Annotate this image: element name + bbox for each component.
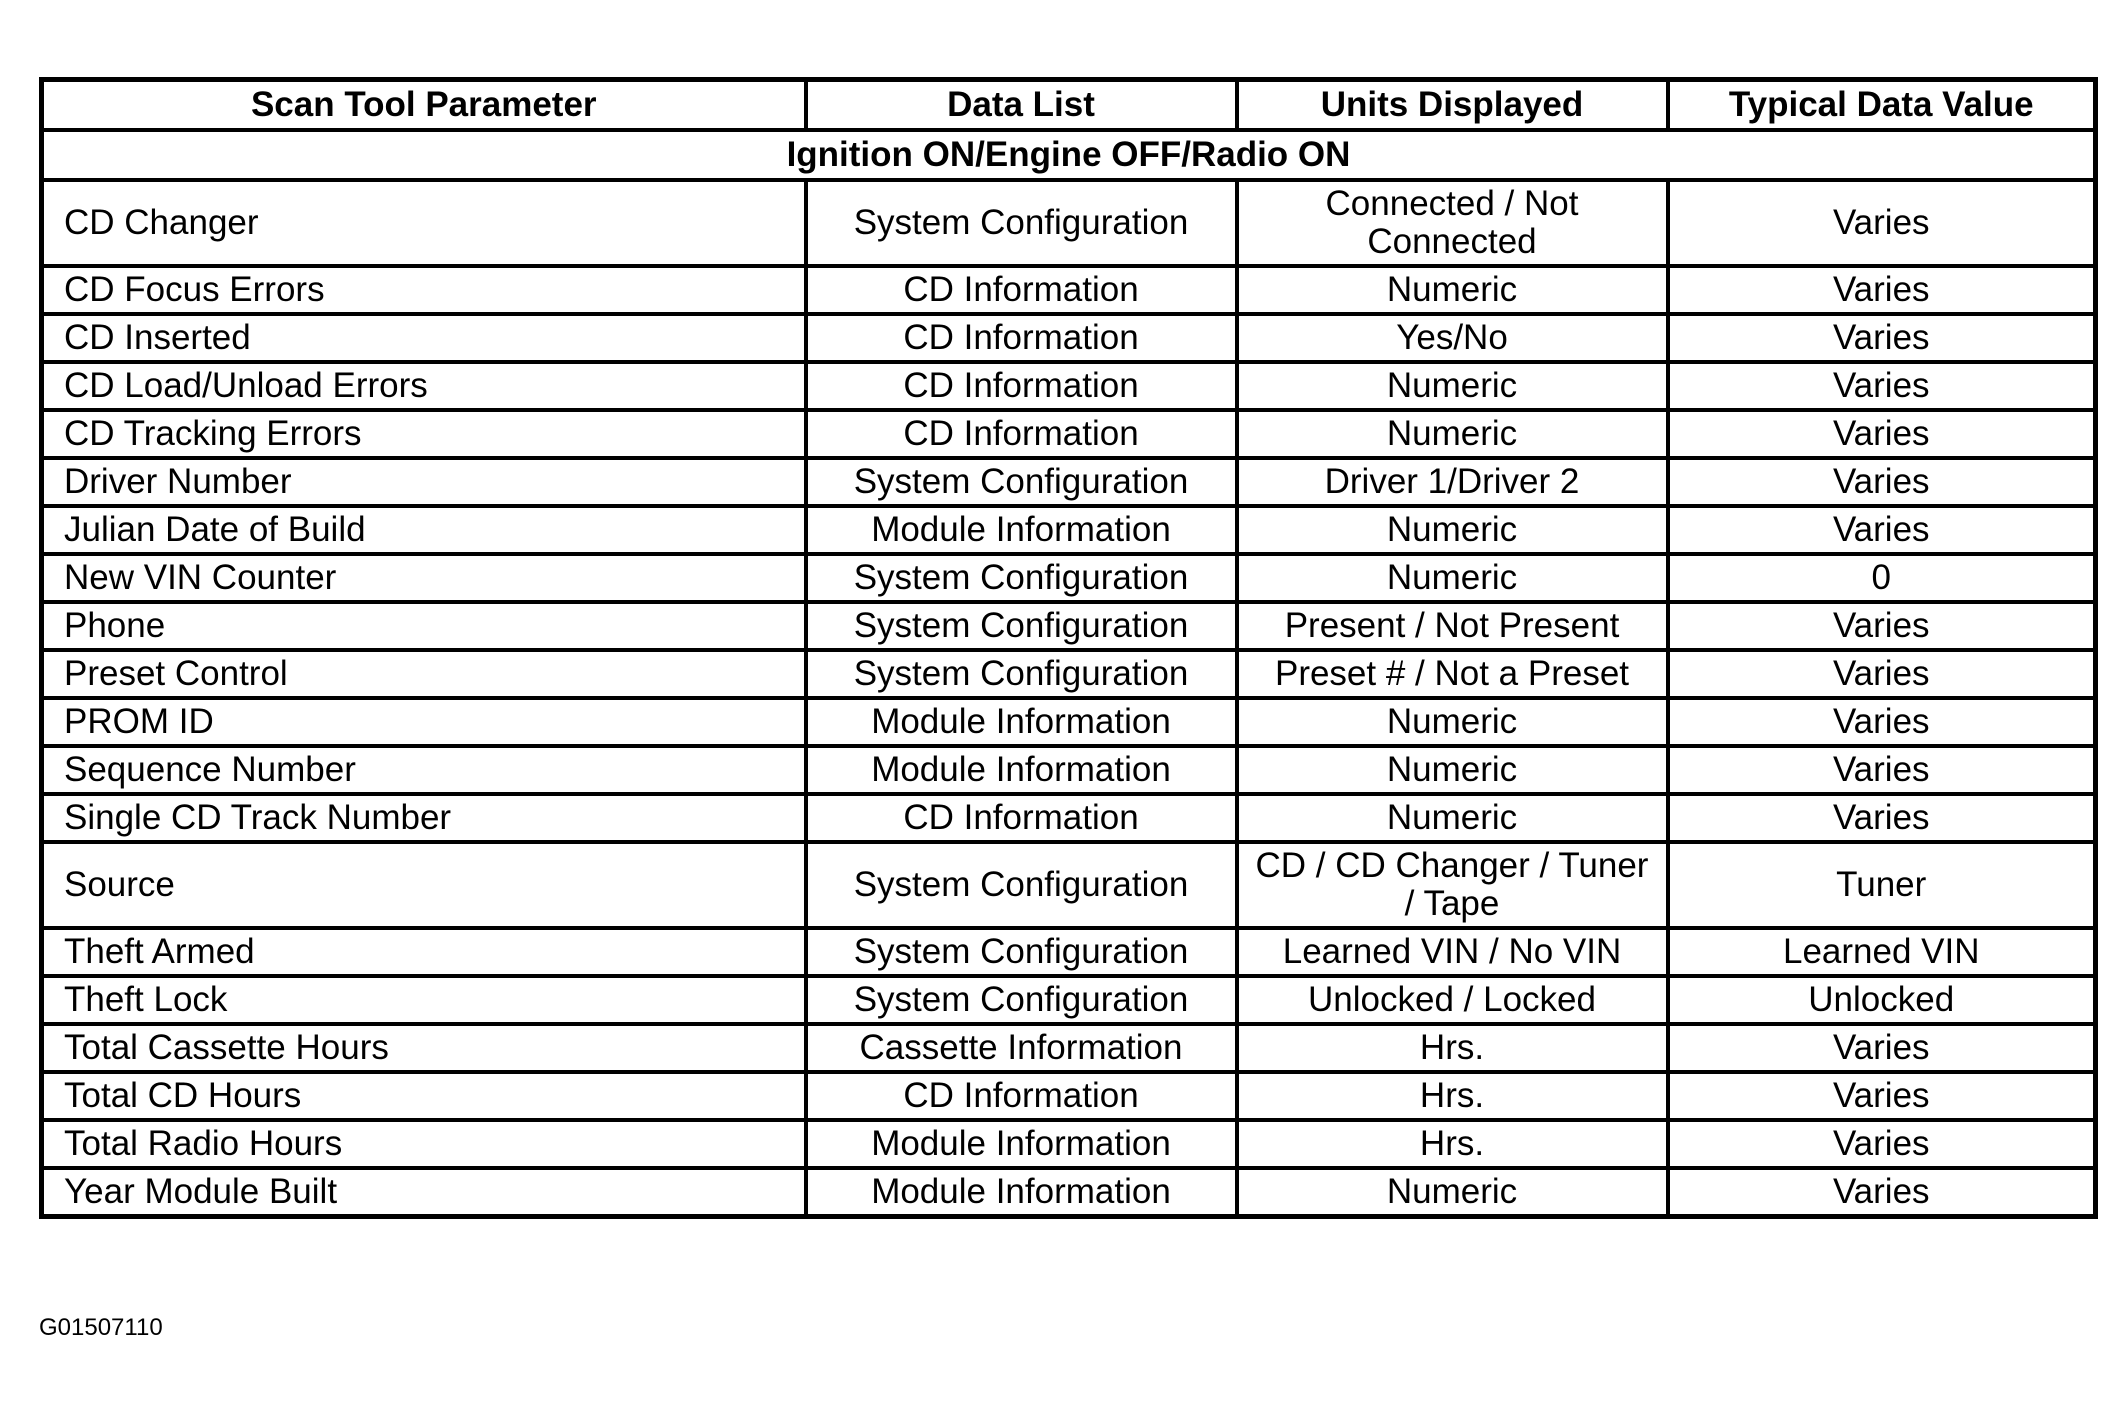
table-row — [42, 928, 2096, 976]
cell-parameter: Julian Date of Build — [42, 506, 806, 554]
cell-data-list: CD Information — [806, 266, 1237, 314]
cell-data-list: CD Information — [806, 314, 1237, 362]
cell-units: Numeric — [1237, 266, 1668, 314]
cell-data-list: CD Information — [806, 362, 1237, 410]
cell-units: Yes/No — [1237, 314, 1668, 362]
cell-units: Numeric — [1237, 1168, 1668, 1217]
cell-data-list: System Configuration — [806, 842, 1237, 928]
cell-data-list: CD Information — [806, 1072, 1237, 1120]
cell-typical-value: Varies — [1668, 180, 2096, 266]
cell-data-list: Module Information — [806, 506, 1237, 554]
cell-units: Preset # / Not a Preset — [1237, 650, 1668, 698]
table-row — [42, 180, 2096, 266]
section-title: Ignition ON/Engine OFF/Radio ON — [42, 130, 2096, 180]
cell-units: Numeric — [1237, 410, 1668, 458]
cell-parameter: Total Radio Hours — [42, 1120, 806, 1168]
figure-id: G01507110 — [39, 1314, 163, 1341]
cell-units: Driver 1/Driver 2 — [1237, 458, 1668, 506]
cell-parameter: Single CD Track Number — [42, 794, 806, 842]
cell-data-list: System Configuration — [806, 928, 1237, 976]
cell-data-list: CD Information — [806, 410, 1237, 458]
cell-parameter: Theft Armed — [42, 928, 806, 976]
cell-parameter: CD Changer — [42, 180, 806, 266]
header-scan-tool-parameter: Scan Tool Parameter — [42, 80, 806, 131]
header-row — [42, 80, 2096, 131]
scan-tool-parameter-table — [39, 77, 2098, 1219]
cell-parameter: Sequence Number — [42, 746, 806, 794]
table-row — [42, 1024, 2096, 1072]
cell-parameter: New VIN Counter — [42, 554, 806, 602]
cell-typical-value: 0 — [1668, 554, 2096, 602]
cell-typical-value: Tuner — [1668, 842, 2096, 928]
cell-units: Numeric — [1237, 554, 1668, 602]
cell-parameter: Total CD Hours — [42, 1072, 806, 1120]
cell-data-list: Module Information — [806, 1120, 1237, 1168]
cell-parameter: Source — [42, 842, 806, 928]
cell-typical-value: Varies — [1668, 458, 2096, 506]
cell-units: Present / Not Present — [1237, 602, 1668, 650]
cell-parameter: CD Inserted — [42, 314, 806, 362]
table-row — [42, 266, 2096, 314]
cell-typical-value: Varies — [1668, 746, 2096, 794]
cell-typical-value: Varies — [1668, 1072, 2096, 1120]
cell-data-list: System Configuration — [806, 554, 1237, 602]
table-row — [42, 362, 2096, 410]
cell-units: Numeric — [1237, 362, 1668, 410]
cell-data-list: System Configuration — [806, 180, 1237, 266]
table-row — [42, 1072, 2096, 1120]
cell-units: CD / CD Changer / Tuner / Tape — [1237, 842, 1668, 928]
table-row — [42, 1120, 2096, 1168]
cell-data-list: Module Information — [806, 746, 1237, 794]
table-row — [42, 794, 2096, 842]
cell-units: Hrs. — [1237, 1024, 1668, 1072]
cell-units: Connected / Not Connected — [1237, 180, 1668, 266]
cell-parameter: Total Cassette Hours — [42, 1024, 806, 1072]
cell-units: Numeric — [1237, 746, 1668, 794]
cell-typical-value: Learned VIN — [1668, 928, 2096, 976]
cell-data-list: System Configuration — [806, 602, 1237, 650]
cell-typical-value: Varies — [1668, 362, 2096, 410]
cell-typical-value: Varies — [1668, 698, 2096, 746]
cell-typical-value: Varies — [1668, 1168, 2096, 1217]
cell-units: Numeric — [1237, 698, 1668, 746]
cell-typical-value: Varies — [1668, 410, 2096, 458]
cell-typical-value: Varies — [1668, 650, 2096, 698]
cell-data-list: Module Information — [806, 1168, 1237, 1217]
cell-typical-value: Varies — [1668, 506, 2096, 554]
cell-typical-value: Varies — [1668, 266, 2096, 314]
cell-parameter: Driver Number — [42, 458, 806, 506]
table-row — [42, 410, 2096, 458]
table-row — [42, 842, 2096, 928]
header-units-displayed: Units Displayed — [1237, 80, 1668, 131]
cell-parameter: Phone — [42, 602, 806, 650]
table-row — [42, 698, 2096, 746]
cell-parameter: PROM ID — [42, 698, 806, 746]
header-data-list: Data List — [806, 80, 1237, 131]
cell-parameter: Theft Lock — [42, 976, 806, 1024]
table-row — [42, 506, 2096, 554]
cell-units: Numeric — [1237, 794, 1668, 842]
cell-data-list: System Configuration — [806, 650, 1237, 698]
cell-units: Hrs. — [1237, 1120, 1668, 1168]
cell-parameter: CD Tracking Errors — [42, 410, 806, 458]
cell-parameter: Preset Control — [42, 650, 806, 698]
cell-typical-value: Unlocked — [1668, 976, 2096, 1024]
table-row — [42, 1168, 2096, 1217]
table-row — [42, 314, 2096, 362]
cell-typical-value: Varies — [1668, 1024, 2096, 1072]
cell-parameter: CD Load/Unload Errors — [42, 362, 806, 410]
table-row — [42, 746, 2096, 794]
cell-units: Hrs. — [1237, 1072, 1668, 1120]
table-row — [42, 650, 2096, 698]
table-row — [42, 458, 2096, 506]
cell-typical-value: Varies — [1668, 602, 2096, 650]
cell-data-list: CD Information — [806, 794, 1237, 842]
cell-units: Learned VIN / No VIN — [1237, 928, 1668, 976]
table-row — [42, 976, 2096, 1024]
cell-units: Unlocked / Locked — [1237, 976, 1668, 1024]
cell-data-list: Module Information — [806, 698, 1237, 746]
cell-typical-value: Varies — [1668, 314, 2096, 362]
table-row — [42, 602, 2096, 650]
header-typical-data-value: Typical Data Value — [1668, 80, 2096, 131]
cell-data-list: System Configuration — [806, 458, 1237, 506]
cell-parameter: CD Focus Errors — [42, 266, 806, 314]
cell-typical-value: Varies — [1668, 1120, 2096, 1168]
cell-typical-value: Varies — [1668, 794, 2096, 842]
table-row — [42, 554, 2096, 602]
cell-parameter: Year Module Built — [42, 1168, 806, 1217]
section-row — [42, 130, 2096, 180]
cell-data-list: System Configuration — [806, 976, 1237, 1024]
cell-units: Numeric — [1237, 506, 1668, 554]
cell-data-list: Cassette Information — [806, 1024, 1237, 1072]
